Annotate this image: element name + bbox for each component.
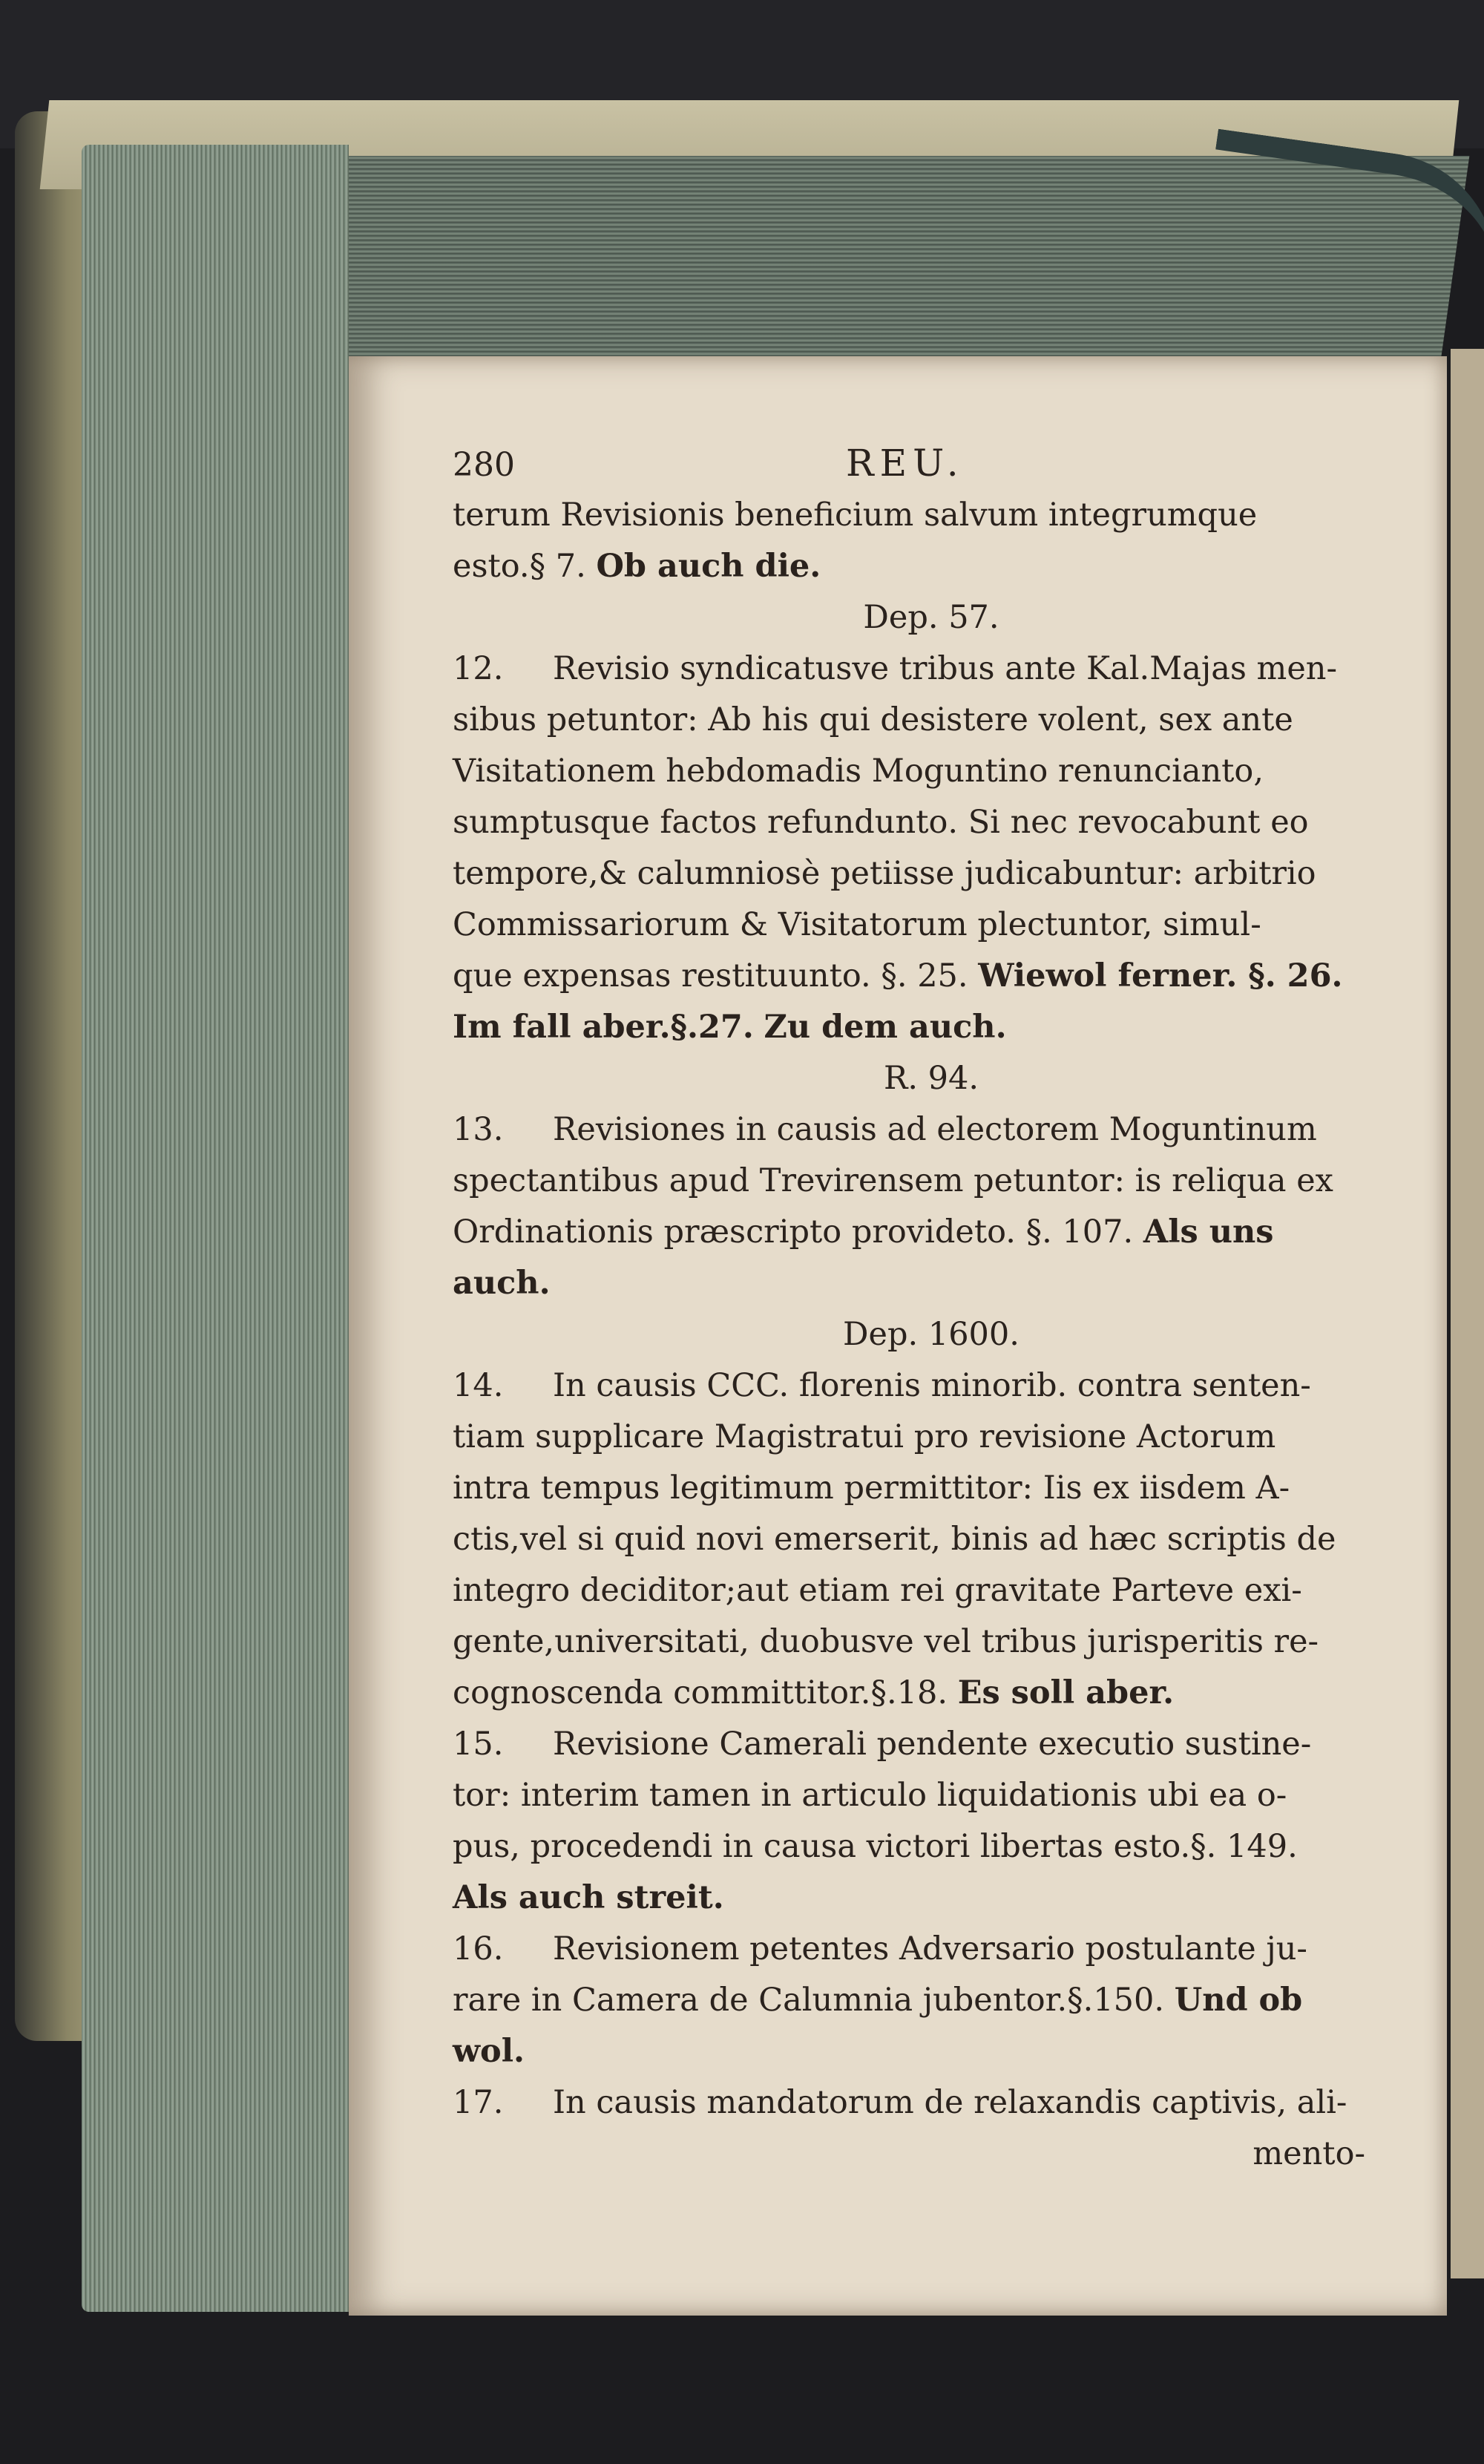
text-line: sibus petuntor: Ab his qui desistere volent, sex ante	[453, 701, 1293, 738]
text-line: intra tempus legitimum permittitor: Iis ex iisdem A-	[453, 1469, 1290, 1507]
paragraph-13: 13. Revisiones in causis ad electorem Moguntinum	[453, 1111, 1317, 1148]
text-line: que expensas restituunto. §. 25. Wiewol ferner. §. 26.	[453, 957, 1343, 995]
text-line: tiam supplicare Magistratui pro revisione Actorum	[453, 1418, 1276, 1455]
catchword: mento-	[1252, 2135, 1365, 2172]
text-line: gente,universitati, duobusve vel tribus jurisperitis re-	[453, 1623, 1319, 1660]
text-line: esto.§ 7. Ob auch die.	[453, 548, 821, 585]
text-line: Als auch streit.	[453, 1879, 724, 1916]
facing-page-edge	[1451, 349, 1484, 2278]
text-line: sumptusque factos refunduntο. Si nec revocabunt eo	[453, 804, 1309, 841]
paragraph-15: 15. Revisione Camerali pendente executio sustine-	[453, 1726, 1312, 1763]
text-line: auch.	[453, 1265, 551, 1302]
text-line: Im fall aber.§.27. Zu dem auch.	[453, 1009, 1007, 1046]
running-head: REU.	[846, 442, 965, 485]
text-line: tempore,& calumniosè petiisse judicabuntur: arbitrio	[453, 855, 1316, 892]
paragraph-16: 16. Revisionem petentes Adversario postulante ju-	[453, 1930, 1307, 1967]
section-heading: Dep. 57.	[863, 599, 999, 636]
text-line: Visitationem hebdomadis Moguntino renuncianto,	[453, 753, 1264, 790]
paragraph-12: 12. Revisio syndicatusve tribus ante Kal.Majas men-	[453, 650, 1338, 687]
text-line: Ordinationis præscripto provideto. §. 107. Als uns	[453, 1213, 1274, 1251]
text-line: tor: interim tamen in articulo liquidationis ubi ea o-	[453, 1777, 1287, 1814]
text-line: pus, procedendi in causa victori libertas esto.§. 149.	[453, 1828, 1298, 1865]
text-line: integro deciditor;aut etiam rei gravitate Parteve exi-	[453, 1572, 1302, 1609]
paragraph-17: 17. In causis mandatorum de relaxandis captivis, ali-	[453, 2084, 1347, 2121]
section-heading: Dep. 1600.	[843, 1316, 1020, 1353]
text-line: cognoscenda committitor.§.18. Es soll aber.	[453, 1674, 1175, 1711]
text-line: rare in Camera de Calumnia jubentor.§.150. Und ob	[453, 1982, 1303, 2019]
page-number: 280	[453, 446, 515, 484]
running-header	[453, 438, 1365, 490]
paragraph-14: 14. In causis CCC. florenis minorib. contra senten-	[453, 1367, 1311, 1404]
text-line: Commissariorum & Visitatorum plectuntor, simul-	[453, 906, 1261, 943]
text-line: wol.	[453, 2033, 525, 2070]
section-heading: R. 94.	[883, 1060, 979, 1097]
page-text	[453, 438, 1365, 2180]
text-line: spectantibus apud Trevirensem petuntor: is reliqua ex	[453, 1162, 1333, 1199]
text-line: terum Revisionis beneficium salvum integrumque	[453, 497, 1258, 534]
page-block-side-edge	[82, 145, 349, 2312]
text-line: ctis,vel si quid novi emerserit, binis ad hæc scriptis de	[453, 1521, 1336, 1558]
book-page	[349, 356, 1447, 2316]
